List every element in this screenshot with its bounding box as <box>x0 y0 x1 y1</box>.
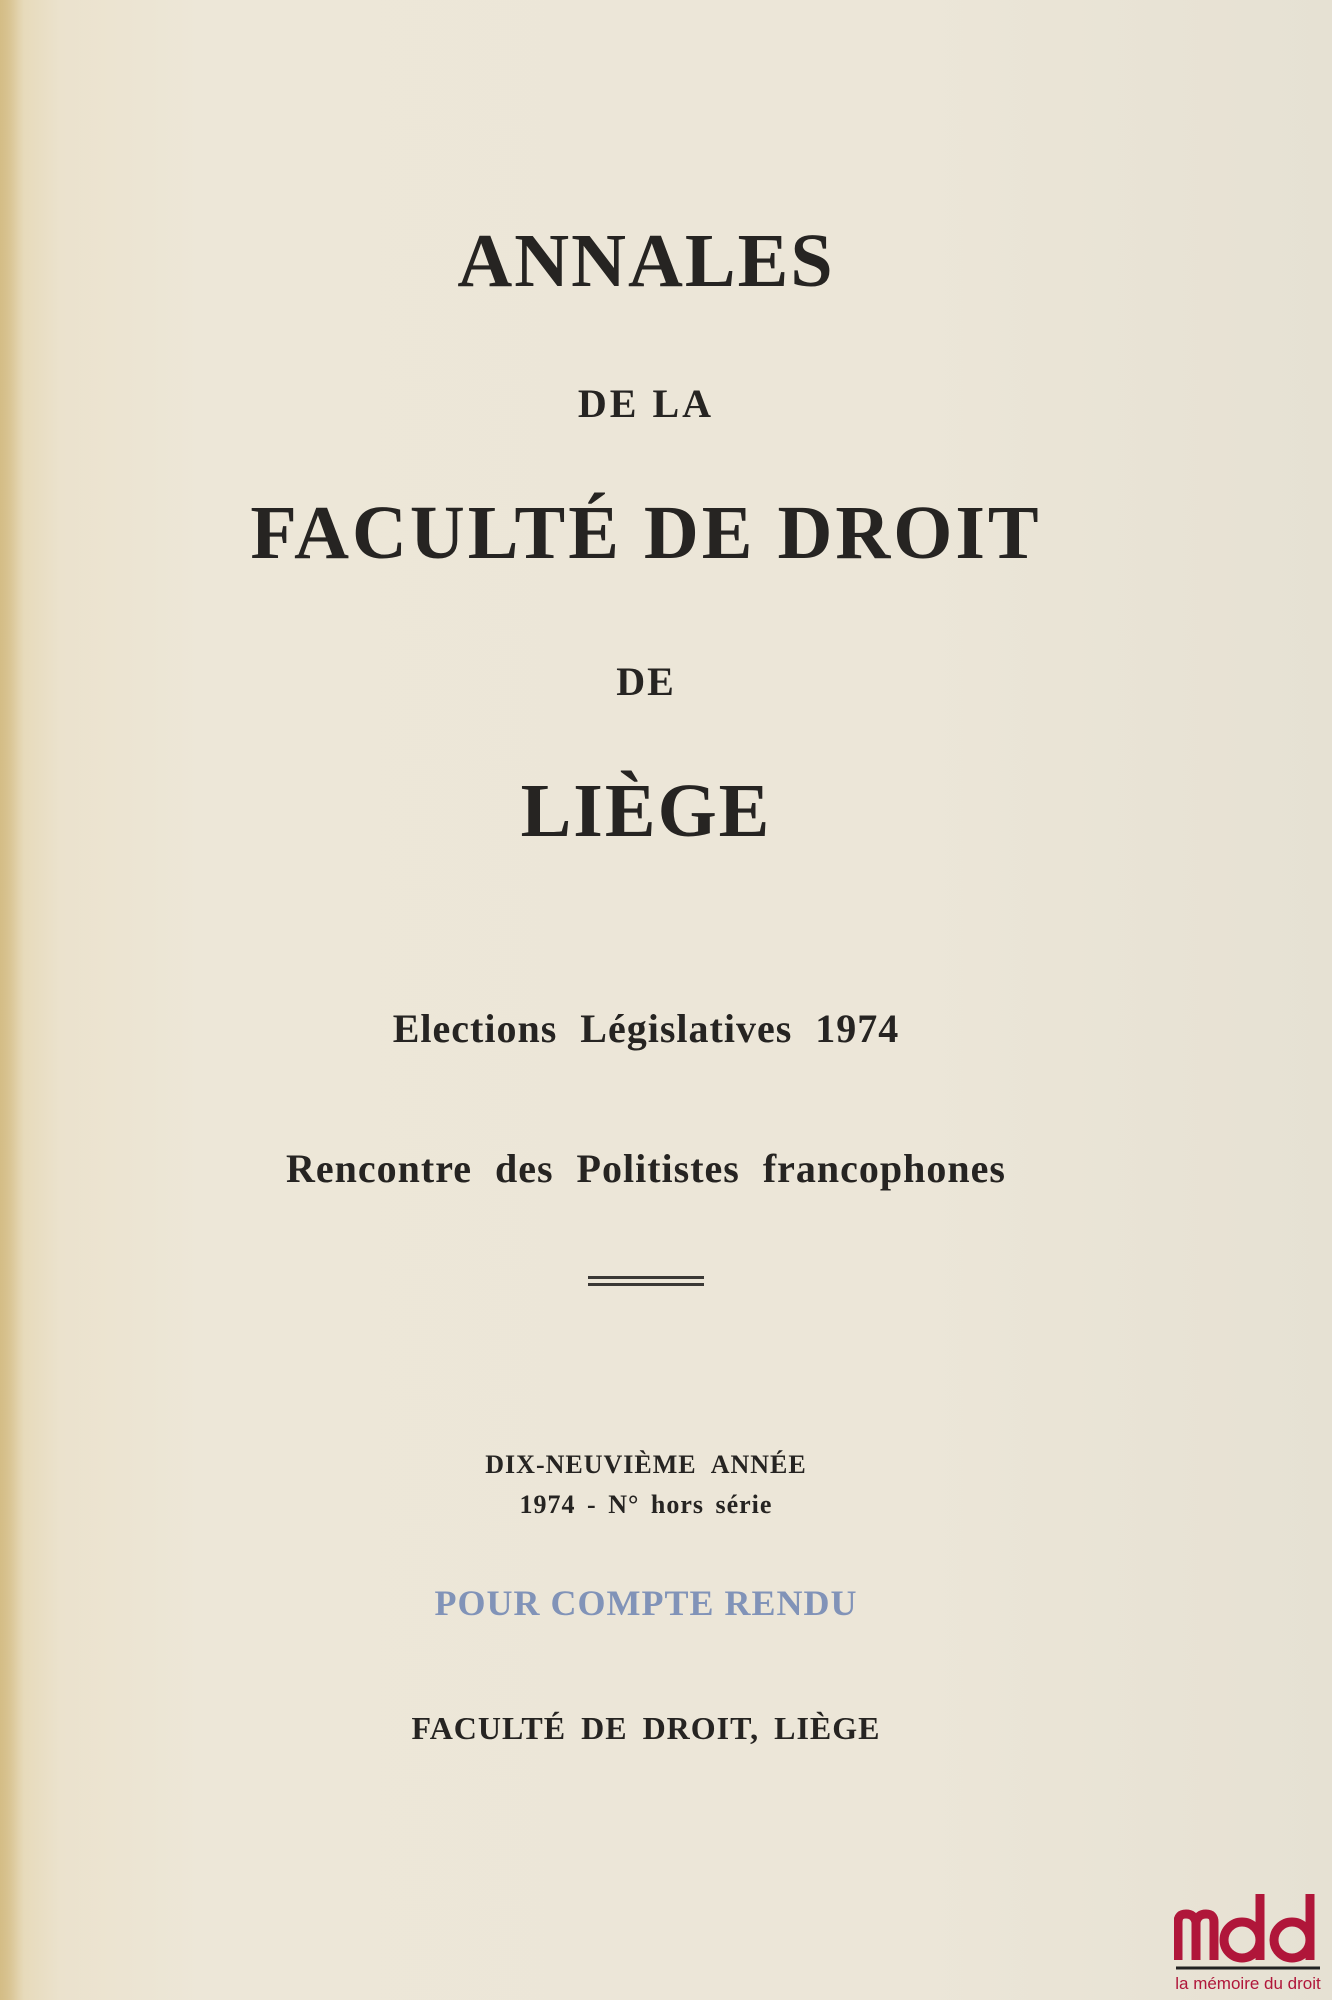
subtitle-rencontre: Rencontre des Politistes francophones <box>286 1146 1006 1191</box>
rule-bar-bottom <box>588 1283 704 1286</box>
rule-bar-top <box>588 1276 704 1279</box>
publisher: FACULTÉ DE DROIT, LIÈGE <box>411 1710 881 1746</box>
title-de-la: DE LA <box>577 381 715 426</box>
mdd-logo-tagline: la mémoire du droit <box>1175 1974 1321 1993</box>
title-faculte-de-droit: FACULTÉ DE DROIT <box>250 491 1042 575</box>
title-annales: ANNALES <box>457 219 835 303</box>
title-liege: LIÈGE <box>520 769 772 853</box>
edition-number: 1974 - N° hors série <box>519 1490 773 1519</box>
edition-year: DIX-NEUVIÈME ANNÉE <box>485 1450 807 1479</box>
review-stamp: POUR COMPTE RENDU <box>434 1583 858 1623</box>
subtitle-elections: Elections Législatives 1974 <box>392 1006 900 1051</box>
mdd-logo-mark <box>1174 1888 1324 1972</box>
mdd-logo <box>1168 1888 1328 1998</box>
double-rule-divider <box>588 1276 704 1290</box>
title-de: DE <box>616 659 676 704</box>
